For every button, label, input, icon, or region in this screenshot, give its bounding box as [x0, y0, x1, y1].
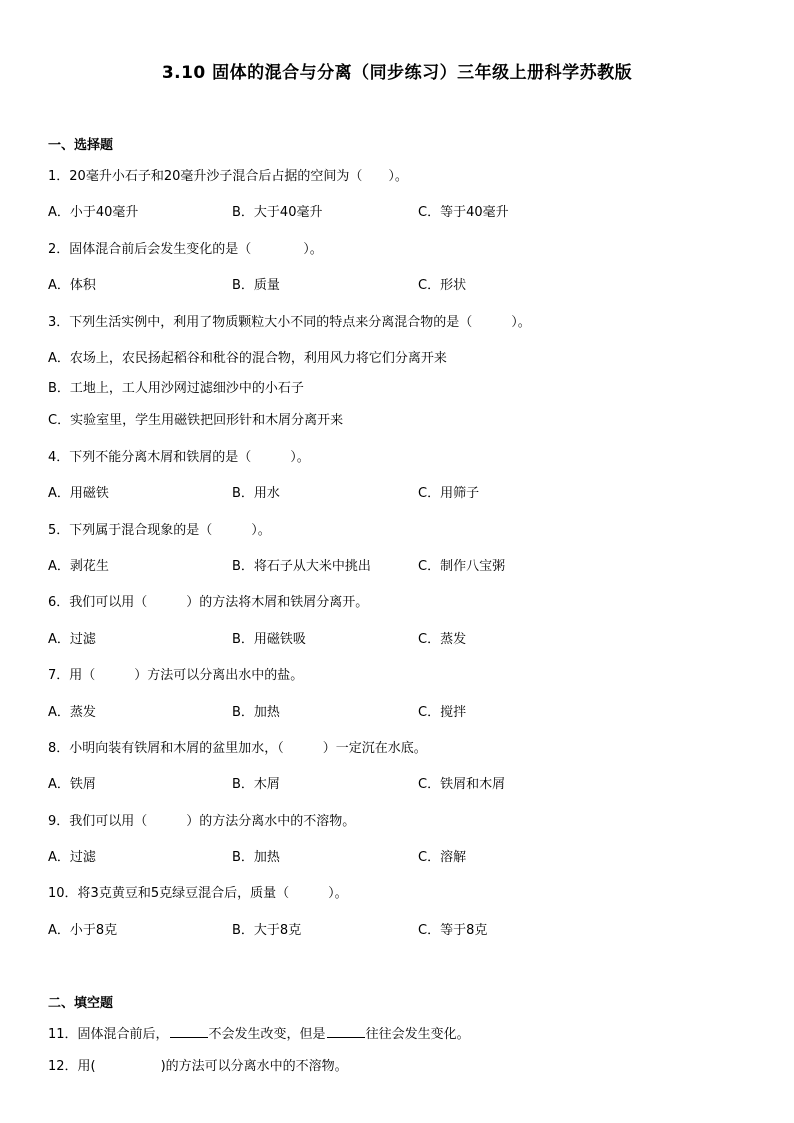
option-b[interactable]: B．木屑	[232, 777, 280, 792]
option-c[interactable]: C．溶解	[418, 850, 467, 865]
question-7-options	[48, 701, 748, 721]
option-b[interactable]: B．质量	[232, 278, 280, 293]
question-11-part-1: 11．固体混合前后，	[48, 1027, 169, 1042]
option-b[interactable]: B．大于8克	[232, 923, 302, 938]
option-b[interactable]: B．工地上，工人用沙网过滤细沙中的小石子	[48, 381, 304, 396]
question-4-options	[48, 482, 748, 502]
option-c[interactable]: C．制作八宝粥	[418, 559, 506, 574]
option-a[interactable]: A．用磁铁	[48, 486, 109, 501]
option-a[interactable]: A．蒸发	[48, 705, 96, 720]
page-title: 3.10 固体的混合与分离（同步练习）三年级上册科学苏教版	[161, 63, 633, 83]
option-a[interactable]: A．剥花生	[48, 559, 109, 574]
option-a[interactable]: A．小于40毫升	[48, 205, 139, 220]
question-6: 6．我们可以用（ ）的方法将木屑和铁屑分离开。	[48, 595, 369, 610]
question-11-part-2: 不会发生改变，但是	[208, 1027, 326, 1042]
question-7: 7．用（ ）方法可以分离出水中的盐。	[48, 668, 304, 683]
question-10: 10．将3克黄豆和5克绿豆混合后，质量（ ）。	[48, 886, 348, 901]
question-1: 1．20毫升小石子和20毫升沙子混合后占据的空间为（ ）。	[48, 169, 408, 184]
question-3: 3．下列生活实例中，利用了物质颗粒大小不同的特点来分离混合物的是（ ）。	[48, 315, 531, 330]
option-c[interactable]: C．等于8克	[418, 923, 488, 938]
option-b[interactable]: B．大于40毫升	[232, 205, 323, 220]
question-4: 4．下列不能分离木屑和铁屑的是（ ）。	[48, 450, 310, 465]
question-1-options	[48, 201, 748, 221]
section-heading-choice: 一、选择题	[48, 138, 114, 153]
question-8-options	[48, 773, 748, 793]
option-c[interactable]: C．铁屑和木屑	[418, 777, 506, 792]
option-a[interactable]: A．小于8克	[48, 923, 118, 938]
section-heading-fill-in: 二、填空题	[48, 996, 114, 1011]
question-9: 9．我们可以用（ ）的方法分离水中的不溶物。	[48, 814, 356, 829]
answer-blank-2[interactable]	[327, 1025, 365, 1038]
question-12: 12．用( )的方法可以分离水中的不溶物。	[48, 1059, 348, 1074]
option-a[interactable]: A．体积	[48, 278, 96, 293]
question-5: 5．下列属于混合现象的是（ ）。	[48, 523, 271, 538]
option-a[interactable]: A．过滤	[48, 850, 96, 865]
question-9-options	[48, 846, 748, 866]
option-c[interactable]: C．搅拌	[418, 705, 467, 720]
question-8: 8．小明向装有铁屑和木屑的盆里加水，（ ）一定沉在水底。	[48, 741, 427, 756]
option-a[interactable]: A．过滤	[48, 632, 96, 647]
option-a[interactable]: A．铁屑	[48, 777, 96, 792]
option-c[interactable]: C．等于40毫升	[418, 205, 509, 220]
option-a[interactable]: A．农场上，农民扬起稻谷和秕谷的混合物，利用风力将它们分离开来	[48, 351, 447, 366]
option-c[interactable]: C．用筛子	[418, 486, 480, 501]
question-6-options	[48, 628, 748, 648]
question-2: 2．固体混合前后会发生变化的是（ ）。	[48, 242, 323, 257]
option-b[interactable]: B．将石子从大米中挑出	[232, 559, 371, 574]
question-10-options	[48, 919, 748, 939]
option-c[interactable]: C．实验室里，学生用磁铁把回形针和木屑分离开来	[48, 413, 344, 428]
option-c[interactable]: C．形状	[418, 278, 467, 293]
option-c[interactable]: C．蒸发	[418, 632, 467, 647]
option-b[interactable]: B．加热	[232, 850, 280, 865]
answer-blank-1[interactable]	[170, 1025, 208, 1038]
question-5-options	[48, 555, 748, 575]
question-11-part-3: 往往会发生变化。	[365, 1027, 470, 1042]
option-b[interactable]: B．用水	[232, 486, 280, 501]
option-b[interactable]: B．加热	[232, 705, 280, 720]
question-2-options	[48, 274, 748, 294]
question-11	[48, 1023, 470, 1042]
option-b[interactable]: B．用磁铁吸	[232, 632, 306, 647]
